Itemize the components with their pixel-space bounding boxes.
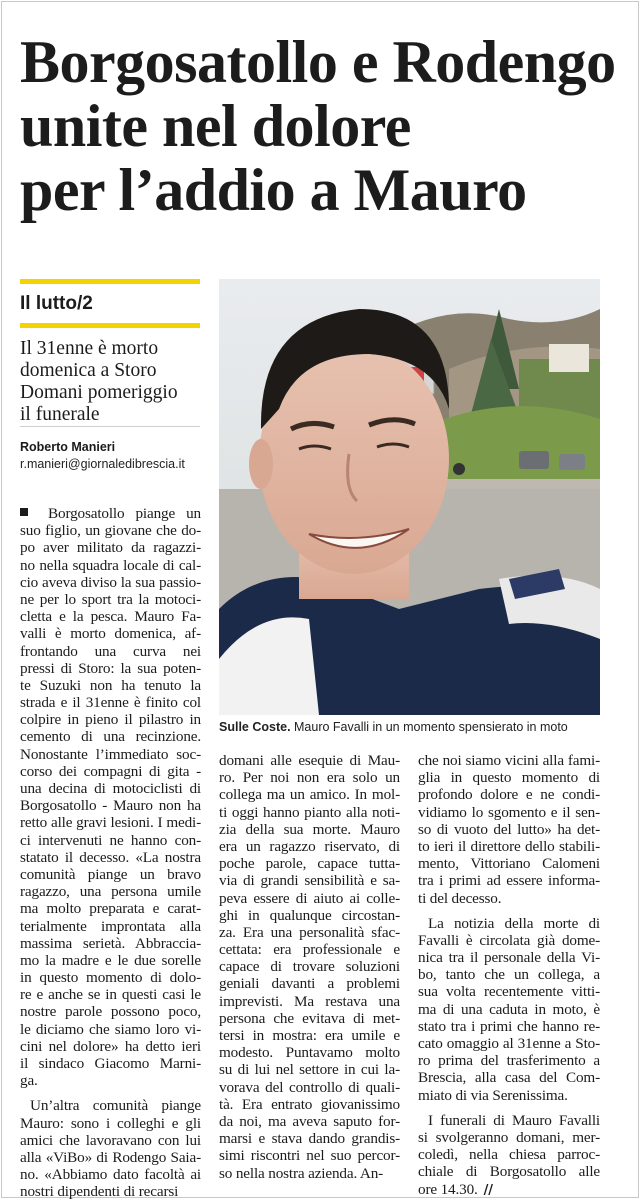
body-text-line bbox=[418, 966, 600, 983]
body-text: retto alle gravi lesioni. I medi- bbox=[20, 814, 201, 832]
body-text: Mauro: sono i colleghi e gli bbox=[20, 1114, 201, 1132]
body-text: ne per lo sport tra la motoci- bbox=[20, 590, 201, 608]
paragraph-gap bbox=[418, 907, 600, 915]
body-text: il sindaco Giacomo Marni- bbox=[20, 1055, 201, 1072]
body-text-line bbox=[20, 711, 201, 728]
body-text: nostre parole possono poco, bbox=[20, 1003, 201, 1021]
body-text: mo la madre e le due sorelle bbox=[20, 951, 201, 969]
body-text-line bbox=[219, 838, 400, 855]
body-text-line bbox=[418, 1129, 600, 1146]
body-text-line bbox=[418, 1112, 600, 1129]
body-text-line bbox=[418, 983, 600, 1000]
body-text-line bbox=[20, 694, 201, 711]
author-email[interactable]: r.manieri@giornaledibrescia.it bbox=[20, 457, 185, 471]
body-text: chiale di Borgosatollo alle bbox=[418, 1163, 600, 1181]
body-text-line bbox=[20, 763, 201, 780]
body-text-line bbox=[20, 1097, 201, 1114]
photo-illustration bbox=[219, 279, 600, 715]
body-text: che noi siamo vicini alla fami- bbox=[418, 752, 600, 769]
body-text-line bbox=[418, 769, 600, 786]
body-text: mento, Vittoriano Calomeni bbox=[418, 855, 600, 873]
body-text: era un ragazzo riservato, di bbox=[219, 837, 400, 855]
body-text: statato il decesso. «La nostra bbox=[20, 848, 201, 866]
article-column-3 bbox=[418, 752, 600, 1198]
article-photo bbox=[219, 279, 600, 715]
body-text: so di vuoto del lutto» ha det- bbox=[418, 820, 600, 838]
body-text: collega ma un amico. In mol- bbox=[219, 786, 400, 804]
body-text: so nella nostra azienda. An- bbox=[219, 1164, 384, 1182]
body-text-line bbox=[418, 838, 600, 855]
body-text: Nonostante l’immediato soc- bbox=[20, 745, 201, 763]
body-text: capace di trovare soluzioni bbox=[219, 958, 400, 976]
body-text-line bbox=[219, 1079, 400, 1096]
body-text: persona che evitava di met- bbox=[219, 1009, 400, 1027]
article-column-1 bbox=[20, 505, 201, 1199]
body-text: profondo dolore e ne condi- bbox=[418, 786, 600, 804]
body-text-line bbox=[20, 1038, 201, 1055]
body-text: in questo momento di dolo- bbox=[20, 969, 201, 987]
body-text-line bbox=[418, 821, 600, 838]
body-text-line bbox=[20, 935, 201, 952]
body-text-line bbox=[219, 890, 400, 907]
body-text: ma di una caduta in moto, è bbox=[418, 1000, 600, 1018]
body-text: vidiamo lo sgomento e il sen- bbox=[418, 803, 600, 821]
accent-rule-top bbox=[20, 279, 200, 284]
body-text: sua volta recentemente vitti- bbox=[418, 983, 600, 1001]
body-text: tra i primi ad essere informa- bbox=[418, 872, 600, 890]
body-text: colpire in pieno il pilastro in bbox=[20, 711, 201, 729]
body-text: ci intervenuti ne hanno con- bbox=[20, 831, 201, 849]
body-text-line bbox=[20, 883, 201, 900]
body-text: valli è morto domenica, af- bbox=[20, 625, 201, 643]
body-text-line bbox=[418, 752, 600, 769]
body-text: cletta e la pesca. Mauro Fa- bbox=[20, 608, 201, 626]
body-text-line bbox=[20, 608, 201, 625]
body-text-line bbox=[219, 993, 400, 1010]
body-text-line bbox=[418, 1087, 600, 1104]
body-text: modesto. Puntavamo molto bbox=[219, 1044, 400, 1062]
body-text-line bbox=[418, 804, 600, 821]
body-text-line bbox=[418, 949, 600, 966]
body-text: suo figlio, un giovane che do- bbox=[20, 522, 201, 540]
summary-line: domenica a Storo bbox=[20, 360, 157, 381]
body-text-line bbox=[219, 855, 400, 872]
body-text-line bbox=[20, 660, 201, 677]
body-text: comunità piange un bravo bbox=[20, 865, 201, 883]
body-text-line bbox=[219, 1010, 400, 1027]
body-text: massima serietà. Abbraccia- bbox=[20, 934, 201, 952]
body-text: cettata: era professionale e bbox=[219, 941, 400, 959]
body-text-line bbox=[219, 804, 400, 821]
body-text: geniali davanti a problemi bbox=[219, 975, 400, 993]
body-text-line bbox=[20, 1115, 201, 1132]
body-text-line bbox=[418, 786, 600, 803]
body-text-line bbox=[219, 872, 400, 889]
body-text: strada e il 31enne è finito col bbox=[20, 694, 201, 712]
body-text: ro prima del trasferimento a bbox=[418, 1052, 600, 1070]
body-text: miato di via Serenissima. bbox=[418, 1086, 568, 1104]
body-text-line bbox=[418, 1052, 600, 1069]
body-text: si svolgeranno domani, mer- bbox=[418, 1128, 600, 1146]
body-text: no nella squadra locale di cal- bbox=[20, 556, 201, 574]
body-text-line bbox=[20, 918, 201, 935]
body-text-line bbox=[219, 1165, 400, 1182]
body-text: te Suzuki non ha tenuto la bbox=[20, 676, 201, 694]
body-text: tersi in mostra: era umile e bbox=[219, 1027, 400, 1044]
author-name: Roberto Manieri bbox=[20, 440, 116, 454]
body-text: re e anche se in questi casi le bbox=[20, 986, 201, 1004]
body-text: Brescia, alla casa del Com- bbox=[418, 1069, 600, 1087]
body-text: cio aveva diviso la sua passio- bbox=[20, 573, 201, 591]
body-text: vorava del controllo di quali- bbox=[219, 1078, 400, 1096]
body-text: marsi e stava dando grandis- bbox=[219, 1130, 400, 1148]
motorcycle-wheel-2 bbox=[453, 463, 465, 475]
body-text: da noi, ma aveva saputo for- bbox=[219, 1112, 400, 1130]
summary-line: Domani pomeriggio bbox=[20, 382, 178, 403]
body-text-line bbox=[20, 832, 201, 849]
body-text: simi riscontri nel suo percor- bbox=[219, 1147, 400, 1165]
body-text-line bbox=[418, 855, 600, 872]
body-text-line bbox=[219, 786, 400, 803]
body-text: ma molto preparata e carat- bbox=[20, 900, 201, 918]
body-text-line bbox=[219, 958, 400, 975]
body-text-line bbox=[418, 1069, 600, 1086]
summary-line: il funerale bbox=[20, 404, 100, 425]
body-text-line bbox=[219, 1113, 400, 1130]
section-kicker: Il lutto/2 bbox=[20, 293, 93, 314]
body-text-line bbox=[219, 975, 400, 992]
body-text-line bbox=[418, 1018, 600, 1035]
body-text: ro. Per noi non era solo un bbox=[219, 769, 400, 787]
article-column-2 bbox=[219, 752, 400, 1182]
body-text-line bbox=[20, 1021, 201, 1038]
body-text: corso dei compagni di gita - bbox=[20, 762, 201, 780]
body-text: bo, tanto che un collega, a bbox=[418, 966, 600, 984]
parked-car bbox=[519, 451, 549, 469]
body-text: terialmente improntata alla bbox=[20, 917, 201, 935]
body-text: le diciamo che siamo loro vi- bbox=[20, 1020, 201, 1038]
headline-line: unite nel dolore bbox=[20, 93, 411, 159]
body-text: coledì, nella chiesa parroc- bbox=[418, 1146, 600, 1164]
body-text: una decina di motociclisti di bbox=[20, 780, 201, 797]
body-text: Borgosatollo - Mauro non ha bbox=[20, 797, 201, 815]
body-text: za. Era una personalità sfac- bbox=[219, 923, 400, 941]
body-text-line bbox=[20, 900, 201, 917]
caption-text: Mauro Favalli in un momento spensierato in moto bbox=[290, 720, 568, 734]
body-text: poche parole, capace tuttа- bbox=[219, 855, 400, 873]
body-text-line bbox=[219, 1061, 400, 1078]
body-text-line bbox=[20, 591, 201, 608]
body-text-line bbox=[20, 986, 201, 1003]
body-text: cato omaggio al 31enne a Sto- bbox=[418, 1035, 600, 1052]
body-text: ti oggi hanno pianto alla noti- bbox=[219, 803, 400, 821]
body-text-line bbox=[20, 574, 201, 591]
body-text: stato tra i primi che hanno re- bbox=[418, 1017, 600, 1035]
body-text-line bbox=[219, 1147, 400, 1164]
body-text-line bbox=[418, 872, 600, 889]
body-text-line bbox=[20, 1166, 201, 1183]
body-text: La notizia della morte di bbox=[428, 914, 600, 932]
body-text-line bbox=[20, 797, 201, 814]
body-text-line bbox=[219, 769, 400, 786]
house bbox=[549, 344, 589, 372]
body-text-line bbox=[219, 752, 400, 769]
body-text: I funerali di Mauro Favalli bbox=[428, 1111, 600, 1129]
body-text: glia in questo momento di bbox=[418, 769, 600, 787]
body-text-line bbox=[418, 932, 600, 949]
body-text: amici che lavoravano con lui bbox=[20, 1131, 201, 1149]
body-text: ga. bbox=[20, 1072, 38, 1090]
body-text-line bbox=[418, 890, 600, 907]
body-text-line bbox=[20, 1055, 201, 1072]
body-text-line bbox=[418, 1181, 600, 1198]
body-text: po aver militato da ragazzi- bbox=[20, 539, 201, 557]
body-text-line bbox=[20, 1072, 201, 1089]
body-text-line bbox=[20, 866, 201, 883]
body-text: zia della sua morte. Mauro bbox=[219, 820, 400, 838]
body-text: cini nel dolore» ha detto ieri bbox=[20, 1037, 201, 1055]
body-text-line bbox=[20, 557, 201, 574]
body-text: alla «ViBo» di Rodengo Saia- bbox=[20, 1148, 201, 1166]
body-text: tà. Era entrato giovanissimo bbox=[219, 1095, 400, 1113]
body-text-line bbox=[418, 1146, 600, 1163]
body-text: ore 14.30. bbox=[418, 1180, 478, 1198]
body-text: domani alle esequie di Mau- bbox=[219, 752, 400, 769]
body-text-line bbox=[20, 539, 201, 556]
body-text: ti del decesso. bbox=[418, 889, 502, 907]
summary-line: Il 31enne è morto bbox=[20, 338, 159, 359]
body-text-line bbox=[20, 952, 201, 969]
body-text: ghi in qualunque circostan- bbox=[219, 906, 400, 924]
body-text-line bbox=[20, 1149, 201, 1166]
body-text: nica tra il personale della Vi- bbox=[418, 949, 600, 967]
body-text-line bbox=[20, 1003, 201, 1020]
body-text-line bbox=[219, 1044, 400, 1061]
body-text-line bbox=[20, 522, 201, 539]
body-text-line bbox=[219, 1130, 400, 1147]
body-text-line bbox=[20, 677, 201, 694]
body-text-line bbox=[219, 941, 400, 958]
body-text: nostri dipendenti di recarsi bbox=[20, 1183, 179, 1199]
body-text: no. «Abbiamo dato facoltà ai bbox=[20, 1166, 201, 1184]
paragraph-gap bbox=[418, 1104, 600, 1112]
body-text-line bbox=[418, 1035, 600, 1052]
body-text: to ieri il direttore dello stabili- bbox=[418, 837, 600, 855]
body-text: pressi di Storo: la sua poten- bbox=[20, 659, 201, 677]
body-text-line bbox=[20, 746, 201, 763]
body-text-line bbox=[20, 780, 201, 797]
body-text-line bbox=[20, 505, 201, 522]
body-text: imprevisti. Ma restava una bbox=[219, 992, 400, 1010]
body-text-line bbox=[219, 1096, 400, 1113]
body-text-line bbox=[20, 625, 201, 642]
body-text-line bbox=[20, 849, 201, 866]
body-text-line bbox=[418, 1163, 600, 1180]
divider bbox=[20, 426, 200, 427]
body-text-line bbox=[219, 924, 400, 941]
body-text: peva essere di aiuto ai colle- bbox=[219, 889, 400, 907]
body-text: Borgosatollo piange un bbox=[37, 505, 201, 522]
caption-lead: Sulle Coste. bbox=[219, 720, 291, 734]
body-text-line bbox=[418, 1001, 600, 1018]
body-text-line bbox=[219, 821, 400, 838]
body-text: frontando una curva nei bbox=[20, 642, 201, 660]
accent-rule-bottom bbox=[20, 323, 200, 328]
paragraph-gap bbox=[20, 1089, 201, 1097]
body-text-line bbox=[20, 1132, 201, 1149]
headline-line: Borgosatollo e Rodengo bbox=[20, 29, 616, 95]
headline-line: per l’addio a Mauro bbox=[20, 157, 527, 223]
body-text: Un’altra comunità piange bbox=[30, 1097, 201, 1115]
body-text-line bbox=[20, 728, 201, 745]
parked-car-2 bbox=[559, 454, 585, 470]
body-text-line bbox=[418, 915, 600, 932]
ear bbox=[249, 439, 273, 489]
body-text: ragazzo, una persona umile bbox=[20, 883, 201, 901]
photo-caption bbox=[219, 719, 619, 735]
lead-square-icon bbox=[20, 508, 28, 516]
body-text: Favalli è circolata già dome- bbox=[418, 931, 600, 949]
body-text: cemento di una recinzione. bbox=[20, 728, 201, 746]
headline bbox=[20, 30, 620, 222]
article-summary bbox=[20, 338, 210, 426]
body-text: su di lui nel settore in cui la- bbox=[219, 1061, 400, 1079]
body-text-line bbox=[20, 969, 201, 986]
end-mark: // bbox=[483, 1182, 493, 1198]
body-text-line bbox=[219, 907, 400, 924]
body-text-line bbox=[20, 643, 201, 660]
body-text: via di grandi sensibilità e sa- bbox=[219, 872, 400, 890]
body-text-line bbox=[20, 814, 201, 831]
body-text-line bbox=[219, 1027, 400, 1044]
body-text-line bbox=[20, 1183, 201, 1199]
